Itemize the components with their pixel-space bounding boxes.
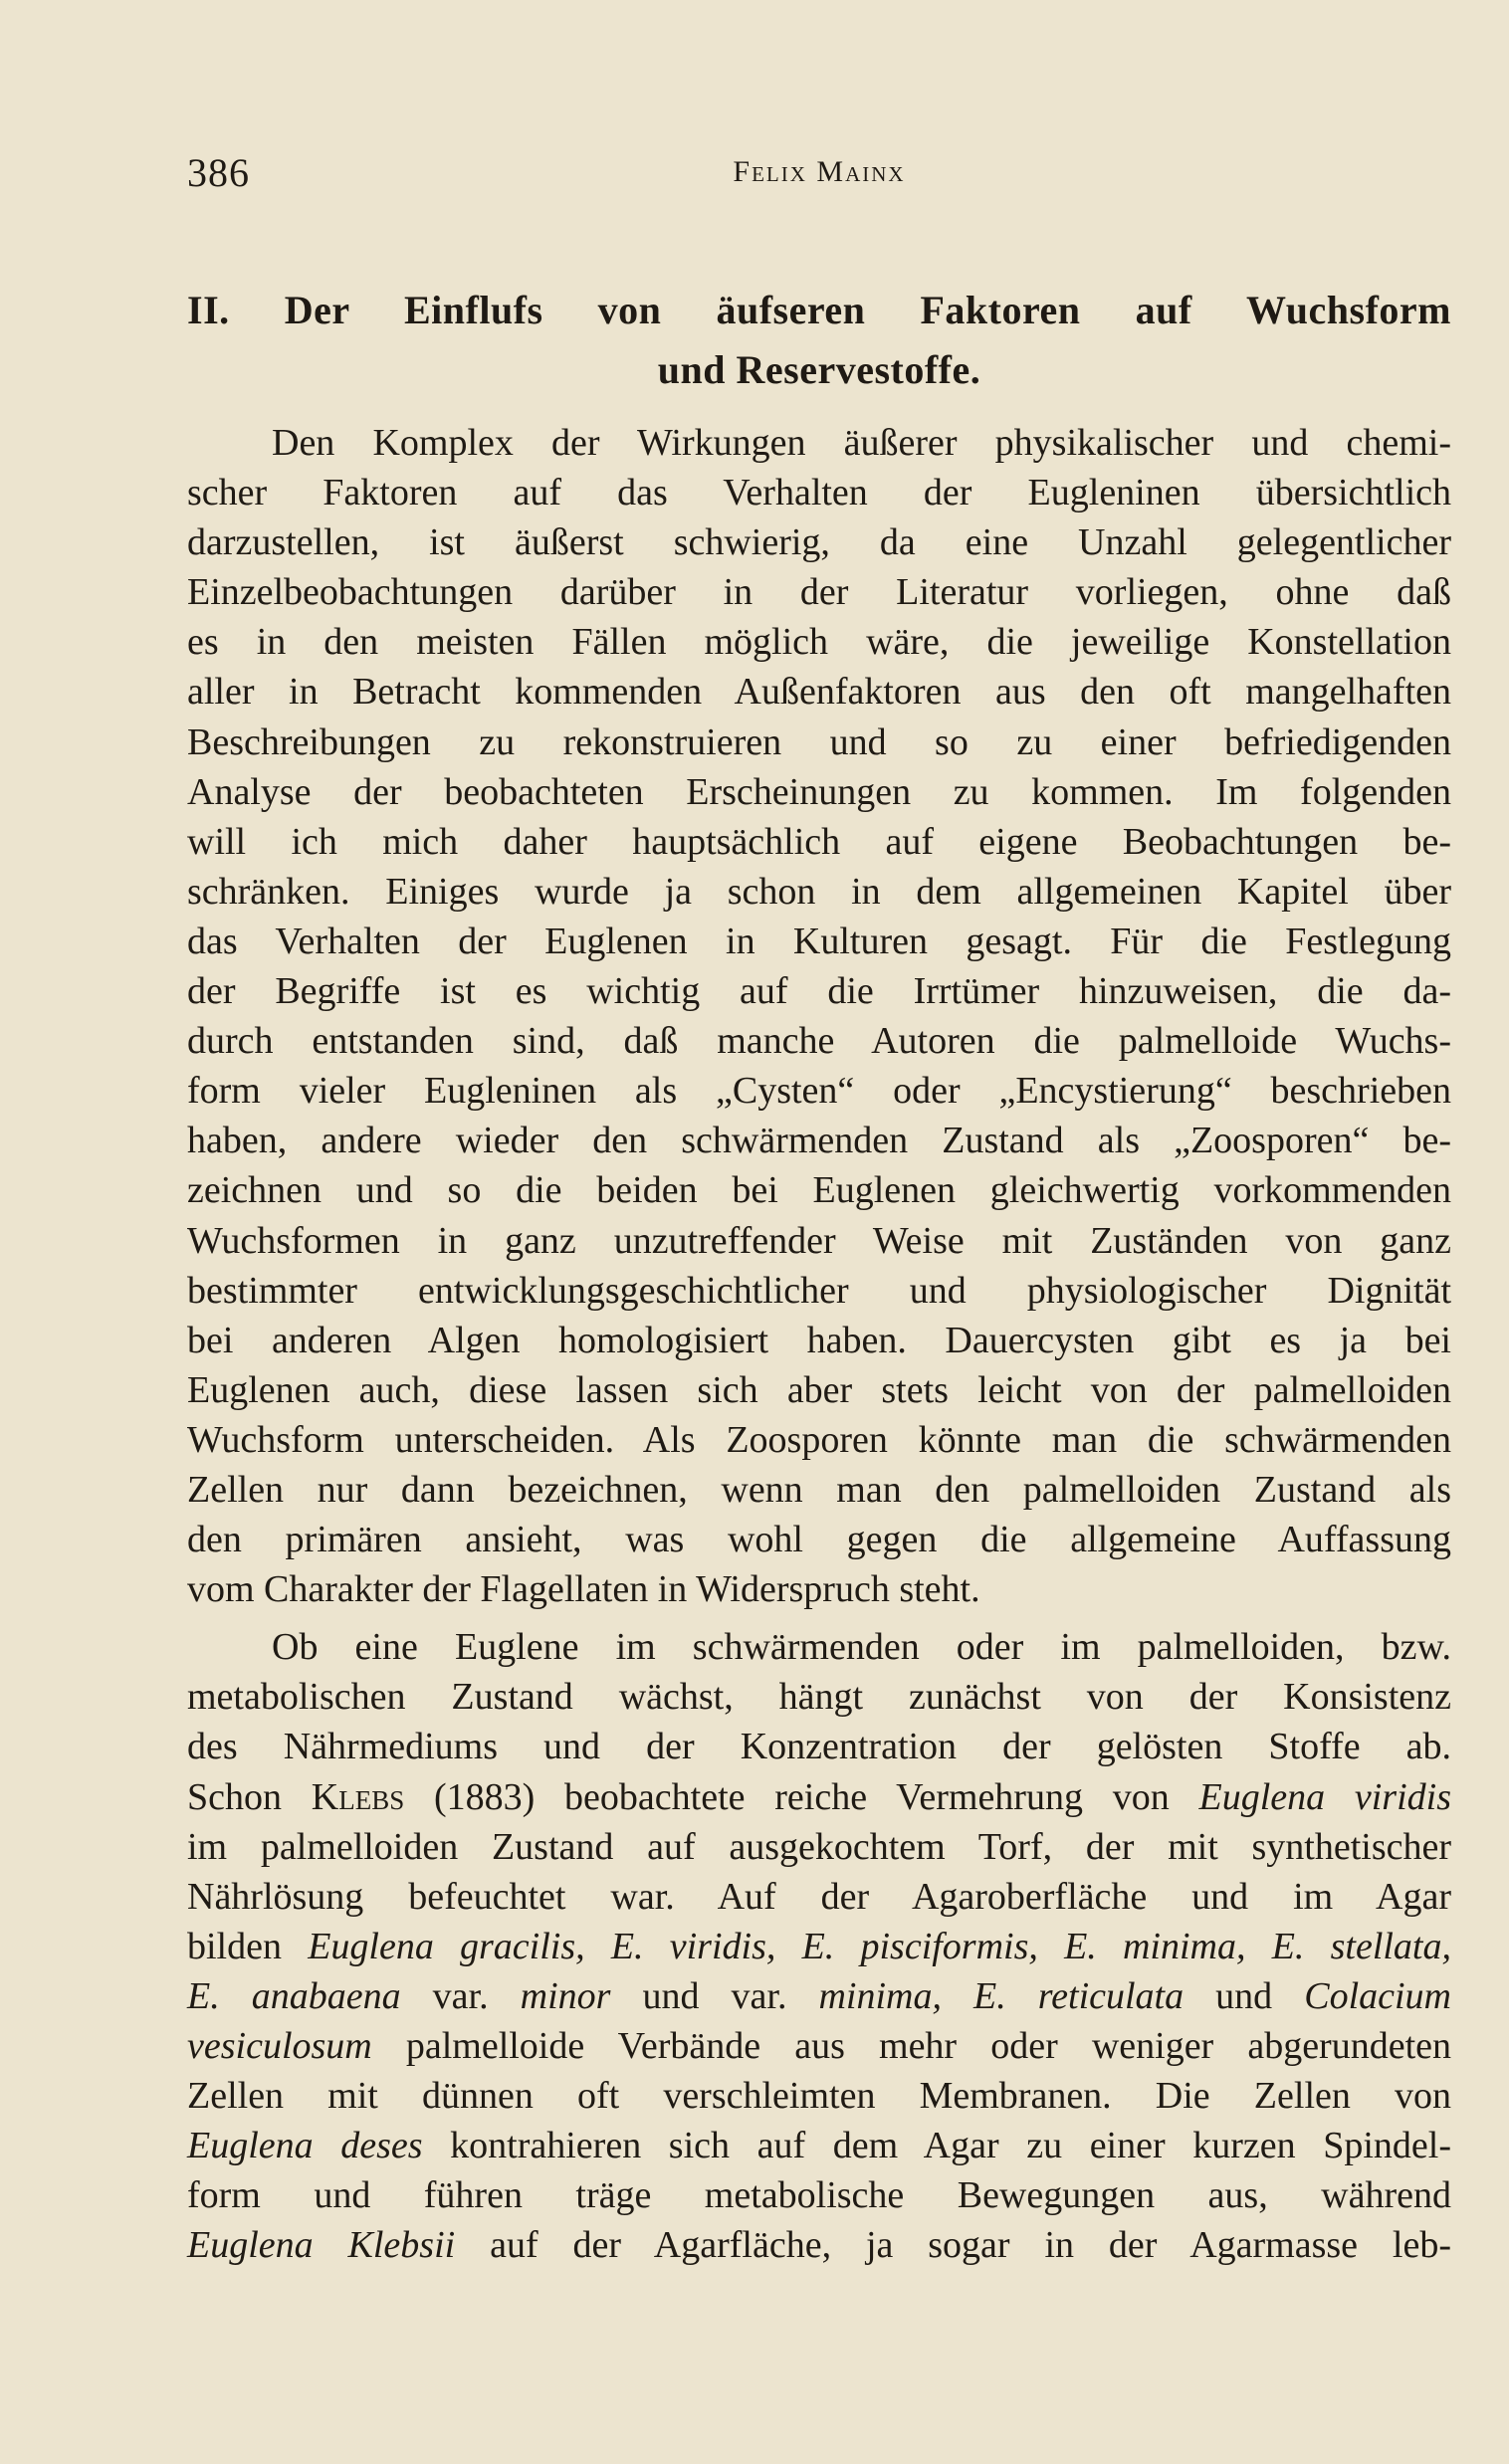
- running-title: Felix Mainx: [733, 155, 906, 188]
- text-run: auf der Agarfläche, ja sogar in der Agarmasse leb-: [455, 2224, 1452, 2267]
- text-line: zeichnen und so die beiden bei Euglenen gleichwertig vorkommenden: [187, 1169, 1451, 1212]
- text-line: form und führen träge metabolische Bewegungen aus, während: [187, 2174, 1451, 2217]
- text-line: scher Faktoren auf das Verhalten der Eugleninen übersichtlich: [187, 472, 1451, 514]
- text-line: Euglenen auch, diese lassen sich aber stets leicht von der palmelloiden: [187, 1368, 1451, 1411]
- text-run: bilden: [187, 1925, 309, 1967]
- species-name: Euglena viridis: [1198, 1775, 1451, 1818]
- text-line: bei anderen Algen homologisiert haben. Dauercysten gibt es ja bei: [187, 1319, 1451, 1361]
- text-line: Wuchsformen in ganz unzutreffender Weise mit Zuständen von ganz: [187, 1219, 1451, 1262]
- text-line: darzustellen, ist äußerst schwierig, da eine Unzahl gelegentlicher: [187, 521, 1451, 564]
- paragraph-2: [187, 1622, 1451, 2270]
- text-line: der Begriffe ist es wichtig auf die Irrtümer hinzuweisen, die da-: [187, 970, 1451, 1013]
- paragraph-1: [187, 418, 1451, 1614]
- author-name: Klebs: [311, 1775, 405, 1818]
- text-line: Zellen mit dünnen oft verschleimten Membranen. Die Zellen von: [187, 2075, 1451, 2118]
- text-line: im palmelloiden Zustand auf ausgekochtem Torf, der mit synthetischer: [187, 1825, 1451, 1868]
- text-run: (1883) beobachtete reiche Vermehrung von: [404, 1775, 1199, 1818]
- text-run: Schon: [187, 1775, 312, 1818]
- species-name: Colacium: [1304, 1974, 1451, 2017]
- text-line: [187, 1772, 1451, 1822]
- text-line: [187, 2121, 1451, 2170]
- text-run: var.: [400, 1974, 521, 2017]
- text-line: Wuchsform unterscheiden. Als Zoosporen könnte man die schwärmenden: [187, 1418, 1451, 1461]
- page-number: 386: [187, 150, 250, 195]
- species-name: minima, E. reticulata: [818, 1974, 1185, 2017]
- text-line: des Nährmediums und der Konzentration der gelösten Stoffe ab.: [187, 1726, 1451, 1768]
- text-line: Zellen nur dann bezeichnen, wenn man den palmelloiden Zustand als: [187, 1468, 1451, 1511]
- section-heading-line-2: und Reservestoffe.: [657, 347, 981, 392]
- text-line: metabolischen Zustand wächst, hängt zunächst von der Konsistenz: [187, 1676, 1451, 1719]
- species-name: Euglena gracilis, E. viridis, E. pisciformis, E. minima, E. stellata,: [308, 1925, 1451, 1967]
- text-line: es in den meisten Fällen möglich wäre, die jeweilige Konstellation: [187, 621, 1451, 664]
- text-line: [187, 2220, 1451, 2270]
- text-line: Ob eine Euglene im schwärmenden oder im palmelloiden, bzw.: [272, 1626, 1451, 1669]
- text-run: und: [1184, 1974, 1305, 2017]
- paragraph-gap: [187, 1614, 1451, 1622]
- species-name: E. anabaena: [187, 1974, 401, 2017]
- text-line: Nährlösung befeuchtet war. Auf der Agaroberfläche und im Agar: [187, 1875, 1451, 1918]
- species-name: minor: [520, 1974, 611, 2017]
- text-line: [187, 1922, 1451, 1971]
- text-run: und var.: [610, 1974, 819, 2017]
- text-line: Einzelbeobachtungen darüber in der Literatur vorliegen, ohne daß: [187, 571, 1451, 614]
- text-line: Den Komplex der Wirkungen äußerer physikalischer und chemi-: [272, 422, 1451, 464]
- text-line: Analyse der beobachteten Erscheinungen zu kommen. Im folgenden: [187, 770, 1451, 813]
- text-line: durch entstanden sind, daß manche Autoren die palmelloide Wuchs-: [187, 1020, 1451, 1063]
- text-line: [187, 2021, 1451, 2071]
- text-line: will ich mich daher hauptsächlich auf eigene Beobachtungen be-: [187, 820, 1451, 863]
- species-name: vesiculosum: [187, 2025, 372, 2067]
- text-run: palmelloide Verbände aus mehr oder weniger abgerundeten: [371, 2025, 1451, 2067]
- text-line: den primären ansieht, was wohl gegen die allgemeine Auffassung: [187, 1519, 1451, 1561]
- body-text: [187, 418, 1451, 2270]
- species-name: Euglena deses: [187, 2125, 423, 2167]
- text-line: schränken. Einiges wurde ja schon in dem allgemeinen Kapitel über: [187, 870, 1451, 913]
- text-run: kontrahieren sich auf dem Agar zu einer kurzen Spindel-: [422, 2125, 1452, 2167]
- text-line: das Verhalten der Euglenen in Kulturen gesagt. Für die Festlegung: [187, 920, 1451, 962]
- text-line: Beschreibungen zu rekonstruieren und so zu einer befriedigenden: [187, 720, 1451, 763]
- species-name: Euglena Klebsii: [187, 2224, 456, 2267]
- text-line: vom Charakter der Flagellaten in Widerspruch steht.: [187, 1568, 980, 1611]
- text-line: aller in Betracht kommenden Außenfaktoren aus den oft mangelhaften: [187, 671, 1451, 714]
- text-line: form vieler Eugleninen als „Cysten“ oder „Encystierung“ beschrieben: [187, 1070, 1451, 1113]
- text-line: haben, andere wieder den schwärmenden Zustand als „Zoosporen“ be-: [187, 1120, 1451, 1162]
- section-heading: [187, 281, 1451, 400]
- text-line: [187, 1971, 1451, 2021]
- text-line: bestimmter entwicklungsgeschichtlicher und physiologischer Dignität: [187, 1269, 1451, 1312]
- section-heading-line-1: II. Der Einflufs von äufseren Faktoren auf Wuchsform: [187, 288, 1451, 332]
- running-head: [187, 149, 1451, 197]
